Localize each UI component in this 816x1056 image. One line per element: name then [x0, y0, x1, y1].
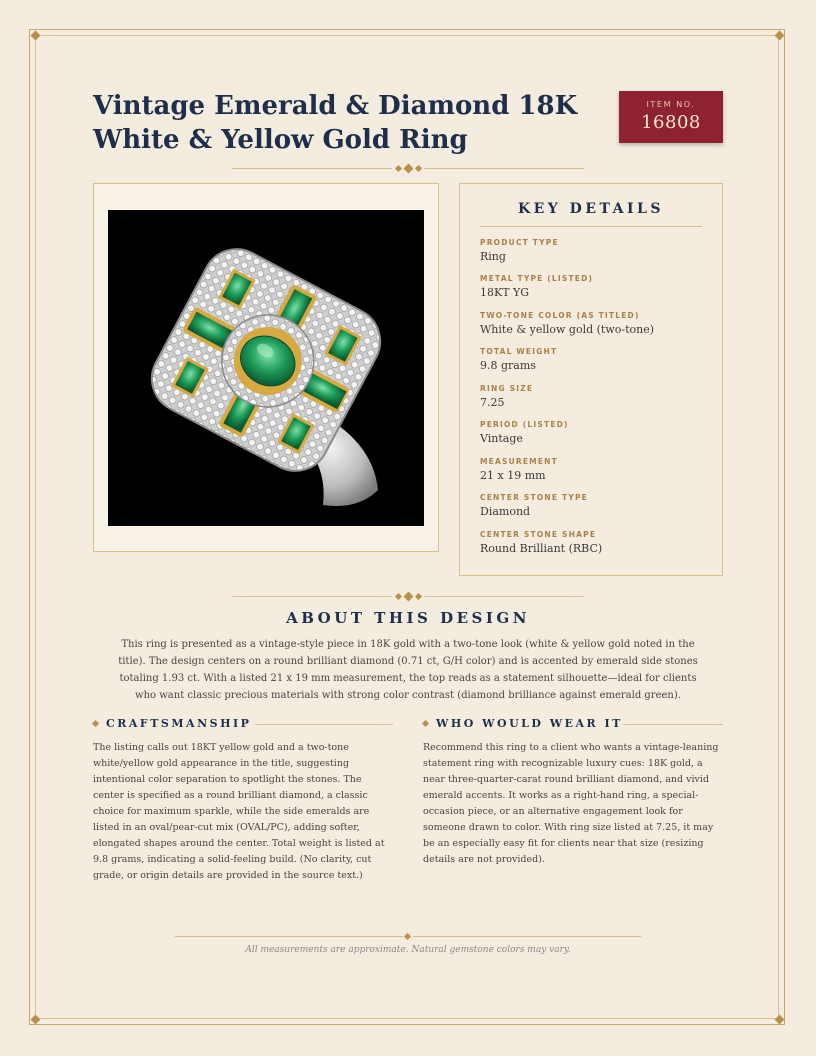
detail-value: 18KT YG	[480, 286, 530, 299]
about-heading: ABOUT THIS DESIGN	[286, 609, 530, 627]
craftsmanship-title: CRAFTSMANSHIP	[106, 717, 252, 730]
detail-metal-type	[480, 274, 710, 299]
key-details-heading: KEY DETAILS	[517, 201, 665, 217]
detail-product-type	[480, 238, 710, 263]
bullet-diamond-icon	[422, 720, 429, 727]
who-would-wear-text: Recommend this ring to a client who wants a vintage-leaning statement ring with recognizable luxury cues: 18K gold, a near three-quarter-carat round brilliant diamond, and vivid emerald accents. It works as a right-hand ring, a special-occasion piece, or an alternative engagement look for someone drawn to color. With ring size listed at 7.25, it may be an especially easy fit for clients near that size (resizing details are not provided).	[423, 742, 719, 865]
item-number-badge	[619, 91, 723, 143]
detail-label: RING SIZE	[480, 384, 534, 393]
detail-measurement	[480, 457, 710, 482]
detail-value: Diamond	[480, 505, 531, 518]
detail-value: White & yellow gold (two-tone)	[480, 323, 655, 336]
item-number-label: ITEM NO.	[646, 100, 696, 109]
about-text: This ring is presented as a vintage-style piece in 18K gold with a two-tone look (white & yellow gold noted in the title). The design centers on a round brilliant diamond (0.71 ct, G/H color) and is accented by emerald side stones totaling 1.93 ct. With a listed 21 x 19 mm measurement, the top reads as a statement silhouette—ideal for clients who want classic precious materials with strong color contrast (diamond brilliance against emerald green).	[118, 639, 698, 701]
detail-ring-size	[480, 384, 710, 409]
detail-period	[480, 420, 710, 445]
detail-label: PRODUCT TYPE	[480, 238, 559, 247]
key-details-panel	[459, 183, 723, 576]
detail-label: TWO-TONE COLOR (AS TITLED)	[480, 311, 640, 320]
craftsmanship-heading	[93, 717, 393, 731]
footer-divider	[175, 932, 641, 942]
detail-label: CENTER STONE TYPE	[480, 493, 589, 502]
craftsmanship-text: The listing calls out 18KT yellow gold and a two-tone white/yellow gold appearance in the title, suggesting intentional color separation to spotlight the stones. The center is specified as a round brilliant diamond, a classic choice for maximum sparkle, while the side emeralds are listed in an oval/pear-cut mix (OVAL/PC), adding softer, elongated shapes around the center. Total weight is listed at 9.8 grams, indicating a solid-feeling build. (No clarity, cut grade, or origin details are provided in the source text.)	[93, 742, 385, 881]
product-photo-frame	[93, 183, 439, 552]
detail-label: TOTAL WEIGHT	[480, 347, 558, 356]
page-title: Vintage Emerald & Diamond 18K White & Yellow Gold Ring	[93, 91, 578, 155]
detail-value: Round Brilliant (RBC)	[480, 542, 603, 555]
detail-label: METAL TYPE (LISTED)	[480, 274, 594, 283]
detail-value: Ring	[480, 250, 506, 263]
detail-total-weight	[480, 347, 710, 372]
detail-label: CENTER STONE SHAPE	[480, 530, 597, 539]
about-divider	[232, 592, 584, 602]
who-would-wear-title: WHO WOULD WEAR IT	[436, 717, 623, 730]
detail-label: PERIOD (LISTED)	[480, 420, 569, 429]
detail-two-tone-color	[480, 311, 710, 336]
key-details-rule	[480, 226, 702, 227]
ring-image	[108, 210, 424, 526]
ring-photo	[108, 210, 424, 526]
who-would-wear-heading	[423, 717, 723, 731]
detail-value: 7.25	[480, 396, 505, 409]
detail-value: 9.8 grams	[480, 359, 536, 372]
item-number: 16808	[641, 112, 701, 133]
detail-center-stone-type	[480, 493, 710, 518]
detail-value: 21 x 19 mm	[480, 469, 546, 482]
detail-value: Vintage	[480, 432, 523, 445]
footer-disclaimer: All measurements are approximate. Natural gemstone colors may vary.	[245, 945, 571, 955]
detail-label: MEASUREMENT	[480, 457, 558, 466]
title-divider	[232, 164, 584, 174]
bullet-diamond-icon	[92, 720, 99, 727]
detail-center-stone-shape	[480, 530, 710, 555]
